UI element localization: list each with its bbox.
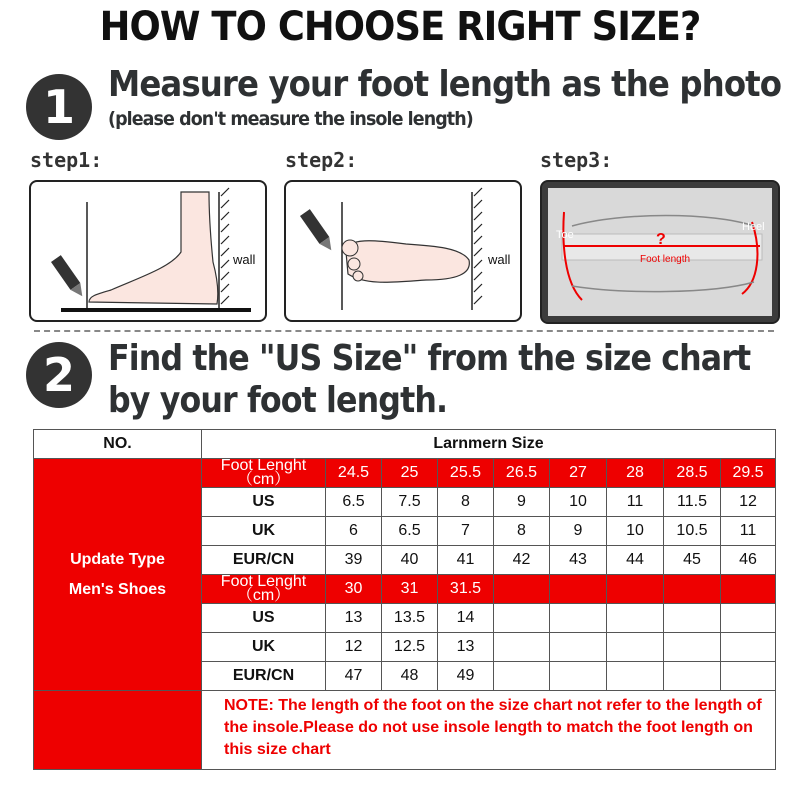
size-chart-table (33, 429, 776, 770)
foot-cell: 28.5 (664, 459, 721, 488)
foot-cell (494, 575, 550, 604)
size-cell: 44 (607, 546, 664, 575)
size-cell: 47 (326, 662, 382, 691)
size-cell (721, 662, 776, 691)
size-cell: 6.5 (382, 517, 438, 546)
side-label (34, 459, 202, 691)
pencil-icon (51, 255, 87, 300)
size-cell: 9 (550, 517, 607, 546)
foot-cell (550, 575, 607, 604)
row-label: EUR/CN (202, 662, 326, 691)
side-label-line1: Update Type (70, 550, 165, 568)
size-cell: 7 (438, 517, 494, 546)
foot-length-text: Foot Lenght (220, 457, 307, 474)
size-cell (550, 604, 607, 633)
size-cell (664, 633, 721, 662)
note-spacer (34, 691, 202, 770)
section1-heading: Measure your foot length as the photo (108, 64, 782, 105)
size-cell: 43 (550, 546, 607, 575)
size-cell (494, 604, 550, 633)
size-cell: 10 (607, 517, 664, 546)
question-mark: ? (656, 231, 666, 248)
step1-illustration (29, 180, 267, 322)
row-label: EUR/CN (202, 546, 326, 575)
side-label-line2: Men's Shoes (68, 580, 167, 598)
foot-length-unit: （cm） (236, 587, 291, 604)
section1-subheading: (please don't measure the insole length) (108, 108, 473, 130)
size-cell: 41 (438, 546, 494, 575)
size-cell: 6.5 (326, 488, 382, 517)
size-cell (664, 604, 721, 633)
foot-length-unit: （cm） (236, 471, 291, 488)
size-cell: 7.5 (382, 488, 438, 517)
size-cell: 39 (326, 546, 382, 575)
foot-cell: 28 (607, 459, 664, 488)
row-label: US (202, 604, 326, 633)
size-cell: 12 (326, 633, 382, 662)
pencil-icon (300, 209, 336, 254)
size-cell (494, 633, 550, 662)
toe-label: Toe (556, 229, 574, 241)
foot-length-label-1 (202, 459, 326, 488)
size-cell: 12.5 (382, 633, 438, 662)
size-cell: 14 (438, 604, 494, 633)
foot-cell: 31.5 (438, 575, 494, 604)
foot-top-view-illustration (286, 182, 520, 320)
note-row (34, 691, 776, 770)
size-cell: 13 (326, 604, 382, 633)
row-label: UK (202, 633, 326, 662)
foot-cell: 29.5 (721, 459, 776, 488)
size-cell: 11 (721, 517, 776, 546)
size-cell: 12 (721, 488, 776, 517)
size-cell (550, 662, 607, 691)
size-cell (607, 633, 664, 662)
size-cell: 49 (438, 662, 494, 691)
size-cell (494, 662, 550, 691)
foot-cell (664, 575, 721, 604)
step-number-1: 1 (26, 74, 92, 140)
step2-label: step2: (285, 148, 358, 172)
size-header: Larnmern Size (202, 430, 776, 459)
size-cell: 11.5 (664, 488, 721, 517)
ruler-measure-photo (542, 182, 778, 322)
foot-side-view-illustration (31, 182, 265, 320)
foot-cell: 25 (382, 459, 438, 488)
size-cell (550, 633, 607, 662)
foot-cell: 24.5 (326, 459, 382, 488)
heel-label: Heel (742, 221, 765, 233)
size-cell: 13.5 (382, 604, 438, 633)
size-cell: 10.5 (664, 517, 721, 546)
foot-cell: 25.5 (438, 459, 494, 488)
size-cell: 9 (494, 488, 550, 517)
step2-illustration (284, 180, 522, 322)
foot-cell (607, 575, 664, 604)
foot-length-row-1 (34, 459, 776, 488)
step1-label: step1: (30, 148, 103, 172)
divider (34, 330, 774, 332)
size-cell: 48 (382, 662, 438, 691)
foot-cell: 26.5 (494, 459, 550, 488)
size-cell: 8 (494, 517, 550, 546)
row-label: UK (202, 517, 326, 546)
no-header: NO. (34, 430, 202, 459)
wall-label-1: wall (233, 252, 256, 267)
step-number-2: 2 (26, 342, 92, 408)
section2-heading-line2: by your foot length. (108, 380, 448, 421)
foot-length-label: Foot length (640, 254, 691, 265)
size-cell (721, 633, 776, 662)
size-cell: 8 (438, 488, 494, 517)
page-title: HOW TO CHOOSE RIGHT SIZE? (99, 4, 701, 50)
size-chart-note: NOTE: The length of the foot on the size chart not refer to the length of the insole.Please do not use insole length to match the foot length on this size chart (202, 691, 776, 770)
size-cell: 10 (550, 488, 607, 517)
foot-cell: 31 (382, 575, 438, 604)
size-cell (721, 604, 776, 633)
size-cell: 42 (494, 546, 550, 575)
size-cell: 40 (382, 546, 438, 575)
wall-label-2: wall (488, 252, 511, 267)
size-cell (607, 662, 664, 691)
row-label: US (202, 488, 326, 517)
size-cell: 13 (438, 633, 494, 662)
size-cell (607, 604, 664, 633)
size-cell: 45 (664, 546, 721, 575)
size-cell: 46 (721, 546, 776, 575)
foot-length-label-2 (202, 575, 326, 604)
foot-cell (721, 575, 776, 604)
foot-cell: 30 (326, 575, 382, 604)
size-cell (664, 662, 721, 691)
foot-length-text: Foot Lenght (220, 573, 307, 590)
step3-label: step3: (540, 148, 613, 172)
size-cell: 6 (326, 517, 382, 546)
foot-cell: 27 (550, 459, 607, 488)
step3-photo (540, 180, 780, 324)
section2-heading-line1: Find the "US Size" from the size chart (108, 338, 751, 379)
size-cell: 11 (607, 488, 664, 517)
table-header-row (34, 430, 776, 459)
